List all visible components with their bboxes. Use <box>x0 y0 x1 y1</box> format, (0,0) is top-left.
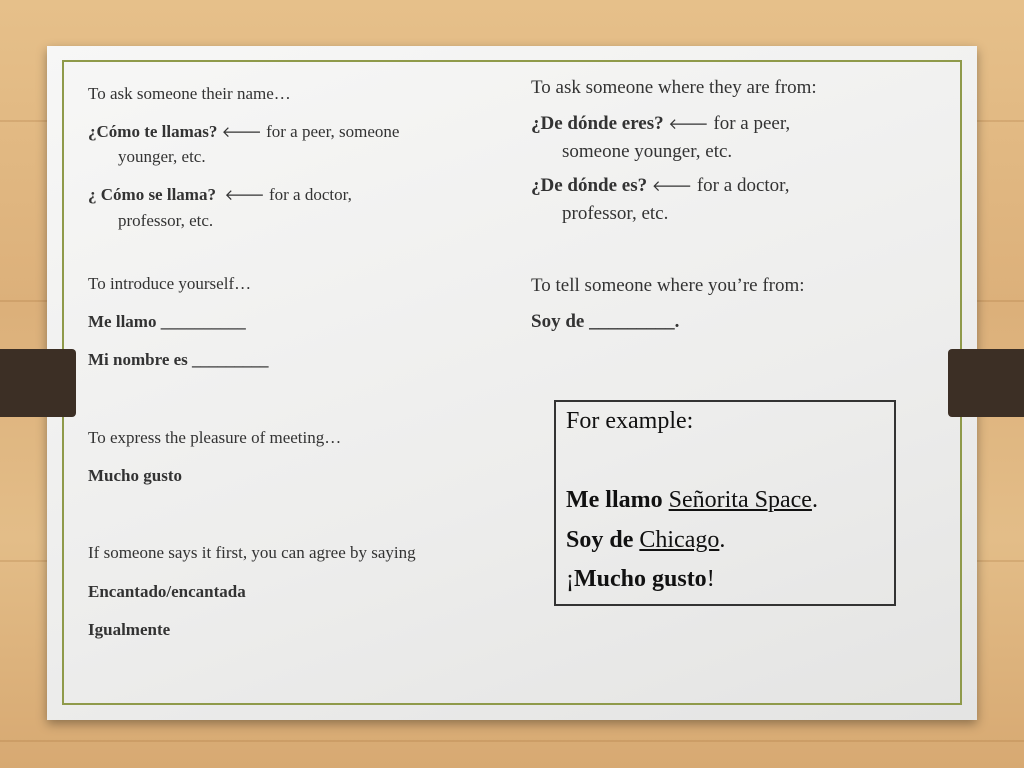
pleasure-intro: To express the pleasure of meeting… <box>88 428 342 447</box>
left-arrow-icon: 🡐 <box>651 177 693 195</box>
como-te-llamas-note-cont: younger, etc. <box>118 147 206 166</box>
agree-intro: If someone says it first, you can agree by saying <box>88 543 416 562</box>
left-arrow-icon: 🡐 <box>668 115 709 133</box>
de-donde-eres-line <box>531 113 790 135</box>
name-intro: To ask someone their name… <box>88 84 291 103</box>
de-donde-es-line <box>531 175 789 197</box>
tell-intro: To tell someone where you’re from: <box>531 275 805 296</box>
introduce-intro: To introduce yourself… <box>88 274 252 293</box>
example-close-exclaim: ! <box>706 566 715 592</box>
left-arrow-icon: 🡐 <box>224 186 265 204</box>
example-place-value: Chicago <box>639 527 720 553</box>
from-intro: To ask someone where they are from: <box>531 77 817 98</box>
mi-nombre-phrase: Mi nombre es _________ <box>88 350 269 369</box>
wood-grain <box>0 740 1024 742</box>
left-strap <box>0 349 76 417</box>
example-line-greeting <box>566 566 715 593</box>
como-se-llama-note: for a doctor, <box>268 185 352 204</box>
de-donde-eres-phrase: ¿De dónde eres? <box>531 113 664 134</box>
de-donde-eres-note: for a peer, <box>713 113 791 134</box>
de-donde-es-note: for a doctor, <box>696 175 790 196</box>
soy-de-phrase: Soy de _________. <box>531 311 680 332</box>
me-llamo-phrase: Me llamo __________ <box>88 312 246 331</box>
mucho-gusto-phrase: Mucho gusto <box>88 466 182 485</box>
de-donde-es-note-cont: professor, etc. <box>562 203 669 224</box>
de-donde-eres-note-cont: someone younger, etc. <box>562 141 733 162</box>
como-te-llamas-note: for a peer, someone <box>266 122 400 141</box>
encantado-phrase: Encantado/encantada <box>88 582 246 601</box>
right-strap <box>948 349 1024 417</box>
example-line-origin <box>566 527 725 554</box>
example-heading: For example: <box>566 408 694 434</box>
como-te-llamas-phrase: ¿Cómo te llamas? <box>88 122 218 141</box>
igualmente-phrase: Igualmente <box>88 620 171 639</box>
como-te-llamas-line <box>88 122 399 142</box>
example-line-name <box>566 487 818 514</box>
example-me-llamo: Me llamo <box>566 487 663 513</box>
example-open-exclaim: ¡ <box>566 566 574 592</box>
example-soy-de: Soy de <box>566 527 634 553</box>
como-se-llama-phrase: ¿ Cómo se llama? <box>88 185 216 204</box>
como-se-llama-note-cont: professor, etc. <box>118 211 214 230</box>
example-period: . <box>719 527 726 553</box>
como-se-llama-line <box>88 185 352 205</box>
example-mucho-gusto: Mucho gusto <box>574 566 707 592</box>
left-arrow-icon: 🡐 <box>221 123 262 141</box>
de-donde-es-phrase: ¿De dónde es? <box>531 175 648 196</box>
example-name-value: Señorita Space <box>668 487 812 513</box>
example-period: . <box>811 487 818 513</box>
